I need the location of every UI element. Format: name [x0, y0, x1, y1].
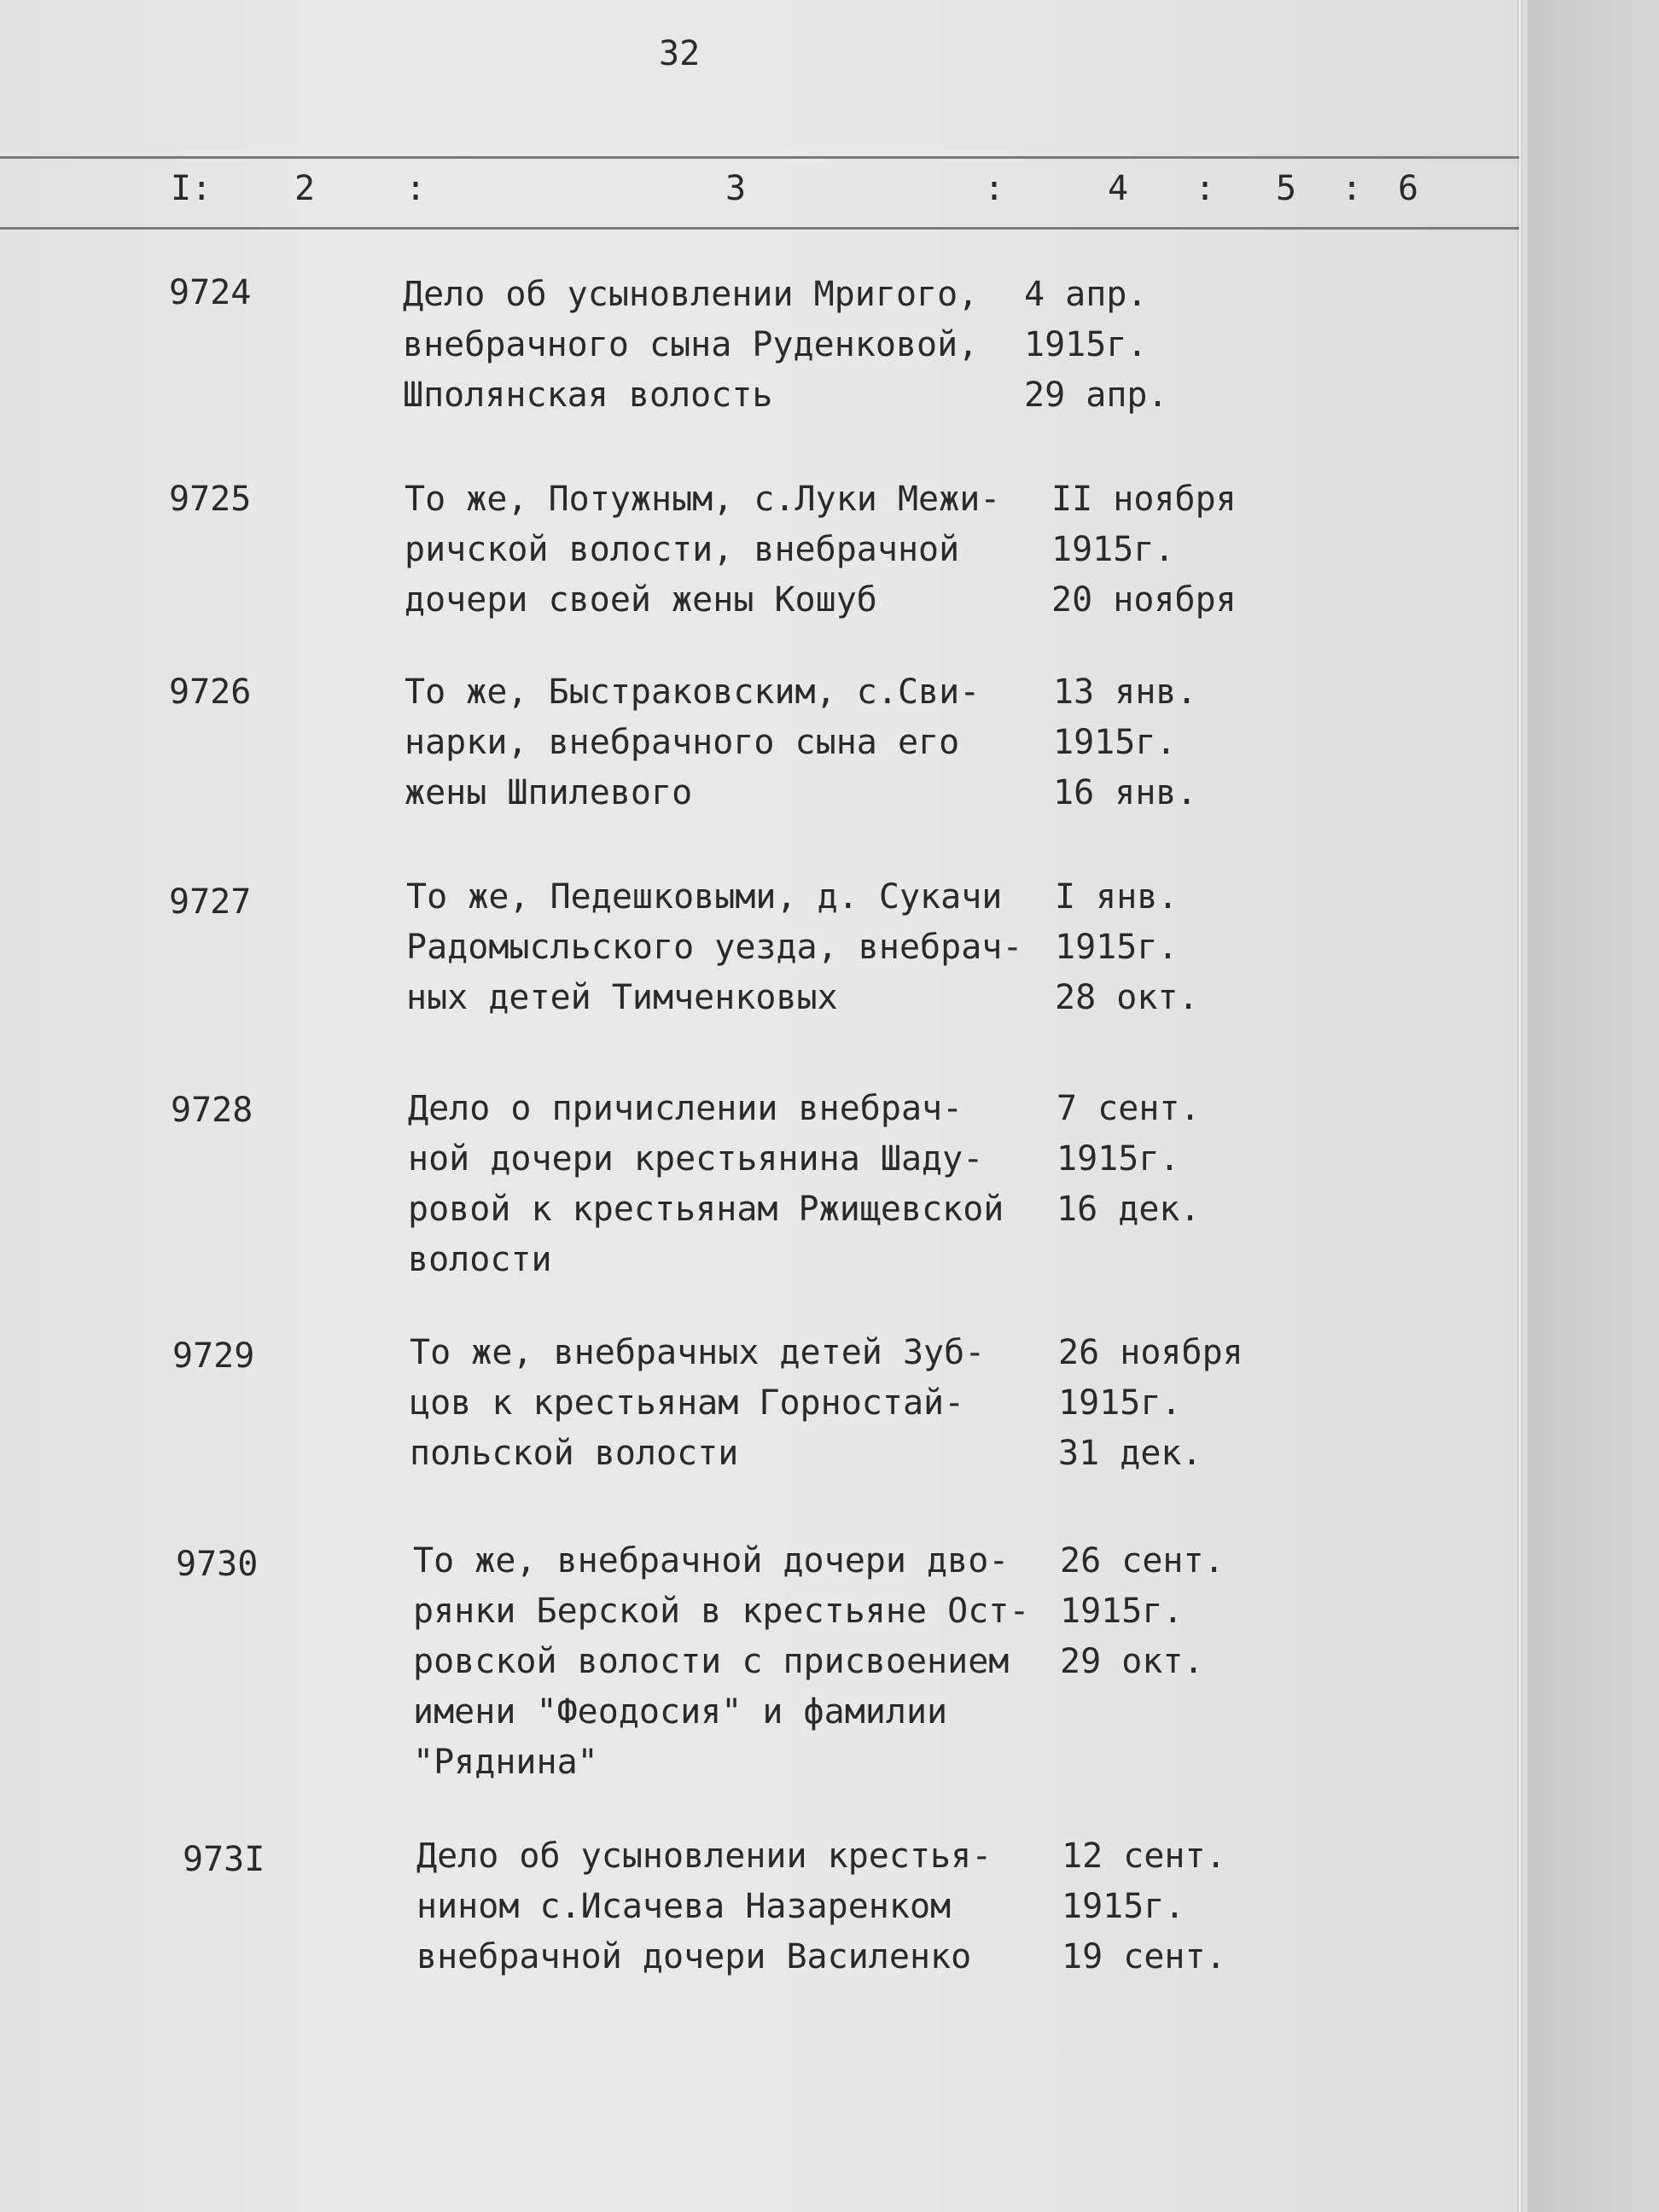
entry-start-date: 4 апр. [1024, 275, 1148, 314]
page-fold-edge [1517, 0, 1522, 2212]
entry-description-line: То же, Потужным, с.Луки Межи- [405, 480, 1001, 519]
entry-description-line: нарки, внебрачного сына его [405, 723, 960, 762]
entry-description-line: Дело об усыновлении крестья- [416, 1837, 992, 1876]
entry-description-line: имени "Феодосия" и фамилии [413, 1692, 948, 1732]
column-header-6: 6 [1398, 169, 1419, 208]
entry-end-date: 20 ноября [1051, 580, 1237, 620]
entry-year: 1915г. [1057, 1139, 1180, 1179]
entry-end-date: 28 окт. [1055, 978, 1199, 1017]
entry-dates [1024, 270, 1168, 421]
column-header-separator: : [1195, 169, 1216, 208]
entry-description [408, 1084, 1004, 1285]
column-header-4: 4 [1108, 169, 1129, 208]
entry-number: 9725 [169, 480, 252, 519]
column-header-1: I: [171, 169, 212, 208]
entry-description-line: цов к крестьянам Горностай- [410, 1383, 965, 1423]
entry-description-line: Радомысльского уезда, внебрач- [406, 928, 1023, 967]
entry-number: 973I [183, 1840, 265, 1879]
entry-year: 1915г. [1062, 1887, 1185, 1926]
entry-start-date: 13 янв. [1053, 672, 1197, 712]
entry-end-date: 31 дек. [1058, 1434, 1202, 1473]
entry-description-line: То же, внебрачной дочери дво- [413, 1541, 1010, 1580]
entry-description-line: Дело о причислении внебрач- [408, 1089, 963, 1128]
entry-start-date: 12 сент. [1062, 1837, 1226, 1876]
entry-description-line: ных детей Тимченковых [406, 978, 838, 1017]
entry-dates [1060, 1536, 1225, 1687]
entry-description-line: дочери своей жены Кошуб [405, 580, 877, 620]
entry-year: 1915г. [1055, 928, 1179, 967]
entry-number: 9726 [169, 672, 252, 712]
entry-description [405, 667, 980, 818]
entry-description [405, 474, 1000, 626]
entry-start-date: 26 сент. [1060, 1541, 1225, 1580]
entry-start-date: I янв. [1055, 877, 1179, 917]
entry-dates [1051, 474, 1237, 626]
entry-description-line: "Ряднина" [413, 1743, 598, 1782]
column-header-separator: : [1342, 169, 1363, 208]
entry-description-line: внебрачного сына Руденковой, [403, 325, 979, 364]
entry-end-date: 19 сент. [1062, 1937, 1226, 1976]
column-header-row [0, 169, 1519, 217]
entry-start-date: 26 ноября [1058, 1333, 1243, 1372]
entry-dates [1053, 667, 1197, 818]
entry-description-line: То же, Педешковыми, д. Сукачи [406, 877, 1003, 917]
entry-description-line: ной дочери крестьянина Шаду- [408, 1139, 984, 1179]
entry-description-line: жены Шпилевого [405, 773, 693, 812]
entry-number: 9728 [171, 1091, 253, 1130]
entry-end-date: 29 окт. [1060, 1642, 1204, 1681]
background-surface [1528, 0, 1659, 2212]
entry-end-date: 16 дек. [1057, 1190, 1201, 1229]
header-bottom-rule [0, 227, 1519, 230]
entry-description-line: Шполянская волость [403, 375, 773, 415]
entry-description-line: нином с.Исачева Назаренком [416, 1887, 952, 1926]
column-header-2: 2 [294, 169, 316, 208]
entry-description-line: внебрачной дочери Василенко [416, 1937, 972, 1976]
entry-description [410, 1328, 985, 1479]
entry-number: 9727 [169, 882, 252, 922]
entry-description-line: То же, Быстраковским, с.Сви- [405, 672, 981, 712]
entry-description [413, 1536, 1029, 1788]
entry-start-date: 7 сент. [1057, 1089, 1201, 1128]
entry-description-line: ровой к крестьянам Ржищевской [408, 1190, 1004, 1229]
entry-description-line: ровской волости с присвоением [413, 1642, 1010, 1681]
entry-description [406, 872, 1022, 1023]
column-header-3: 3 [725, 169, 747, 208]
entry-description-line: польской волости [410, 1434, 739, 1473]
page-number: 32 [659, 34, 701, 73]
entry-year: 1915г. [1053, 723, 1177, 762]
entry-description-line: Дело об усыновлении Мригого, [403, 275, 979, 314]
entry-description-line: волости [408, 1240, 552, 1279]
entry-dates [1062, 1831, 1226, 1982]
entry-number: 9729 [172, 1336, 255, 1376]
entry-year: 1915г. [1060, 1592, 1184, 1631]
entry-description [403, 270, 978, 421]
entry-description-line: ричской волости, внебрачной [405, 530, 960, 569]
entry-year: 1915г. [1051, 530, 1175, 569]
column-header-5: 5 [1276, 169, 1297, 208]
entry-year: 1915г. [1024, 325, 1148, 364]
entry-description [416, 1831, 992, 1982]
column-header-separator: : [405, 169, 427, 208]
entry-description-line: То же, внебрачных детей Зуб- [410, 1333, 986, 1372]
column-header-separator: : [984, 169, 1005, 208]
entry-number: 9724 [169, 273, 252, 312]
entry-dates [1057, 1084, 1201, 1235]
entry-start-date: II ноября [1051, 480, 1237, 519]
header-top-rule [0, 156, 1519, 159]
entry-dates [1058, 1328, 1243, 1479]
entry-end-date: 16 янв. [1053, 773, 1197, 812]
entry-year: 1915г. [1058, 1383, 1182, 1423]
entry-end-date: 29 апр. [1024, 375, 1168, 415]
entry-number: 9730 [176, 1545, 259, 1584]
entry-dates [1055, 872, 1199, 1023]
entry-description-line: рянки Берской в крестьяне Ост- [413, 1592, 1030, 1631]
